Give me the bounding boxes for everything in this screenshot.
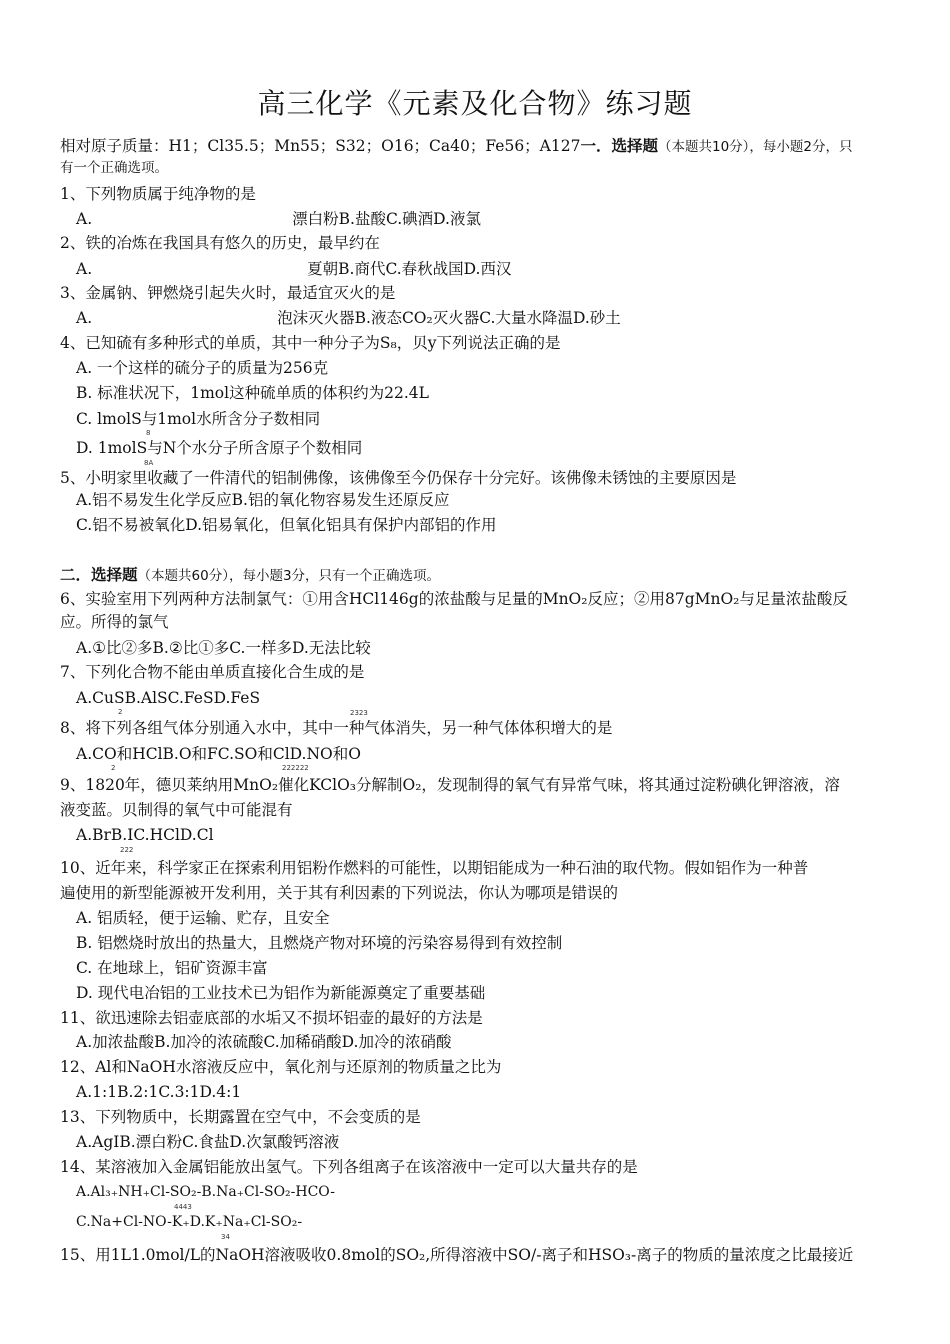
q14-stem: 14、某溶液加入金属铝能放出氢气。下列各组离子在该溶液中一定可以大量共存的是 — [60, 1158, 638, 1176]
q14-options-ab: A.Al₃₊NH₊Cl-SO₂-B.Na₊Cl-SO₂-HCO- — [76, 1184, 336, 1200]
q3-stem: 3、金属钠、钾燃烧引起失火时，最适宜灭火的是 — [60, 284, 396, 302]
q9-stem: 9、1820年，德贝莱纳用MnO₂催化KClO₃分解制O₂，发现制得的氧气有异常气味，将其通过淀粉碘化钾溶液，溶 — [60, 776, 840, 794]
q9-options: A.BrB.IC.HClD.Cl — [76, 826, 214, 844]
q8-options: A.CO和HClB.O和FC.SO和ClD.NO和O — [76, 745, 361, 763]
q1-options-text: 漂白粉B.盐酸C.碘酒D.液氯 — [292, 210, 481, 228]
q10-stem: 10、近年来，科学家正在探索利用铝粉作燃料的可能性，以期铝能成为一种石油的取代物。假如铝作为一种普 — [60, 859, 809, 877]
q13-stem: 13、下列物质中，长期露置在空气中，不会变质的是 — [60, 1108, 421, 1126]
q9-subscript: 222 — [120, 846, 134, 854]
q11-stem: 11、欲迅速除去铝壶底部的水垢又不损坏铝壶的最好的方法是 — [60, 1009, 483, 1027]
q1-options — [76, 209, 890, 229]
section1-note: （本题共10分），每小题2分，只 — [657, 139, 853, 155]
page-title: 高三化学《元素及化合物》练习题 — [257, 87, 693, 120]
q2-options-text: 夏朝B.商代C.春秋战国D.西汉 — [307, 260, 512, 278]
section1-note-cont: 有一个正确选项。 — [60, 160, 168, 176]
q11-options: A.加浓盐酸B.加冷的浓硫酸C.加稀硝酸D.加冷的浓硝酸 — [76, 1033, 452, 1051]
q4-stem: 4、已知硫有多种形式的单质，其中一种分子为S₈，贝y下列说法正确的是 — [60, 334, 561, 352]
q8-subscript: 2 — [111, 764, 116, 772]
q7-stem: 7、下列化合物不能由单质直接化合生成的是 — [60, 663, 365, 681]
q10-option-d: D. 现代电冶铝的工业技术已为铝作为新能源奠定了重要基础 — [76, 984, 486, 1002]
section2-title: 二．选择题 — [60, 566, 138, 584]
q3-options-text: 泡沫灭火器B.液态CO₂灭火器C.大量水降温D.砂土 — [277, 309, 621, 327]
q13-options: A.AgIB.漂白粉C.食盐D.次氯酸钙溶液 — [76, 1133, 340, 1151]
q4-option-b: B. 标准状况下，1mol这种硫单质的体积约为22.4L — [76, 384, 429, 402]
q10-option-c: C. 在地球上，铝矿资源丰富 — [76, 959, 268, 977]
header-line — [60, 136, 890, 157]
q14-cd-subscript: 34 — [221, 1233, 230, 1241]
q10-stem-cont: 遍使用的新型能源被开发利用，关于其有利因素的下列说法，你认为哪项是错误的 — [60, 884, 619, 902]
q5-options-ab: A.铝不易发生化学反应B.铝的氧化物容易发生还原反应 — [76, 491, 450, 509]
q6-options: A.①比②多B.②比①多C.一样多D.无法比较 — [76, 639, 371, 657]
section2-header — [60, 565, 890, 586]
q6-stem: 6、实验室用下列两种方法制氯气：①用含HCl146g的浓盐酸与足量的MnO₂反应；②用87gMnO₂与足量浓盐酸反 — [60, 590, 848, 608]
q7-options: A.CuSB.AlSC.FeSD.FeS — [76, 689, 261, 707]
q4-c-subscript: 8 — [146, 429, 151, 437]
q8-subscript-2: 222222 — [282, 764, 309, 772]
q4-option-d: D. 1molS与N个水分子所含原子个数相同 — [76, 439, 363, 457]
q12-options: A.1:1B.2:1C.3:1D.4:1 — [76, 1083, 242, 1101]
q2-options — [76, 259, 890, 279]
q5-options-cd: C.铝不易被氧化D.铝易氧化，但氧化铝具有保护内部铝的作用 — [76, 516, 497, 534]
q2-stem: 2、铁的冶炼在我国具有悠久的历史，最早约在 — [60, 234, 380, 252]
q2-option-a-label: A. — [76, 260, 93, 278]
q7-subscript: 2 — [118, 708, 123, 716]
q4-option-c: C. lmolS与1mol水所含分子数相同 — [76, 410, 321, 428]
q14-ab-subscript: 4443 — [174, 1203, 192, 1211]
q3-option-a-label: A. — [76, 309, 93, 327]
q8-stem: 8、将下列各组气体分别通入水中，其中一种气体消失，另一种气体体积增大的是 — [60, 719, 613, 737]
q14-options-cd: C.Na+Cl-NO-K₊D.K₊Na₊Cl-SO₂- — [76, 1214, 303, 1230]
q9-stem-cont: 液变蓝。贝制得的氧气中可能混有 — [60, 801, 293, 819]
q1-stem: 1、下列物质属于纯净物的是 — [60, 185, 256, 203]
q3-options — [76, 308, 890, 328]
q4-option-a: A. 一个这样的硫分子的质量为256克 — [76, 359, 329, 377]
q4-d-subscript: 8A — [144, 459, 154, 467]
q15-stem: 15、用1L1.0mol/L的NaOH溶液吸收0.8mol的SO₂,所得溶液中SO/-离子和HSO₃-离子的物质的量浓度之比最接近 — [60, 1246, 854, 1264]
section2-note: （本题共60分），每小题3分，只有一个正确选项。 — [137, 568, 441, 584]
q7-subscript-2: 2323 — [350, 709, 368, 717]
q6-stem-cont: 应。所得的氯气 — [60, 613, 169, 631]
q5-stem: 5、小明家里收藏了一件清代的铝制佛像，该佛像至今仍保存十分完好。该佛像未锈蚀的主要原因是 — [60, 469, 737, 487]
q10-option-a: A. 铝质轻，便于运输、贮存，且安全 — [76, 909, 330, 927]
q10-option-b: B. 铝燃烧时放出的热量大，且燃烧产物对环境的污染容易得到有效控制 — [76, 934, 563, 952]
q12-stem: 12、Al和NaOH水溶液反应中，氧化剂与还原剂的物质量之比为 — [60, 1058, 502, 1076]
q1-option-a-label: A. — [76, 210, 93, 228]
atomic-mass-text: 相对原子质量：H1；Cl35.5；Mn55；S32；O16；Ca40；Fe56；A127 — [60, 137, 581, 155]
section1-title: 一．选择题 — [580, 137, 658, 155]
